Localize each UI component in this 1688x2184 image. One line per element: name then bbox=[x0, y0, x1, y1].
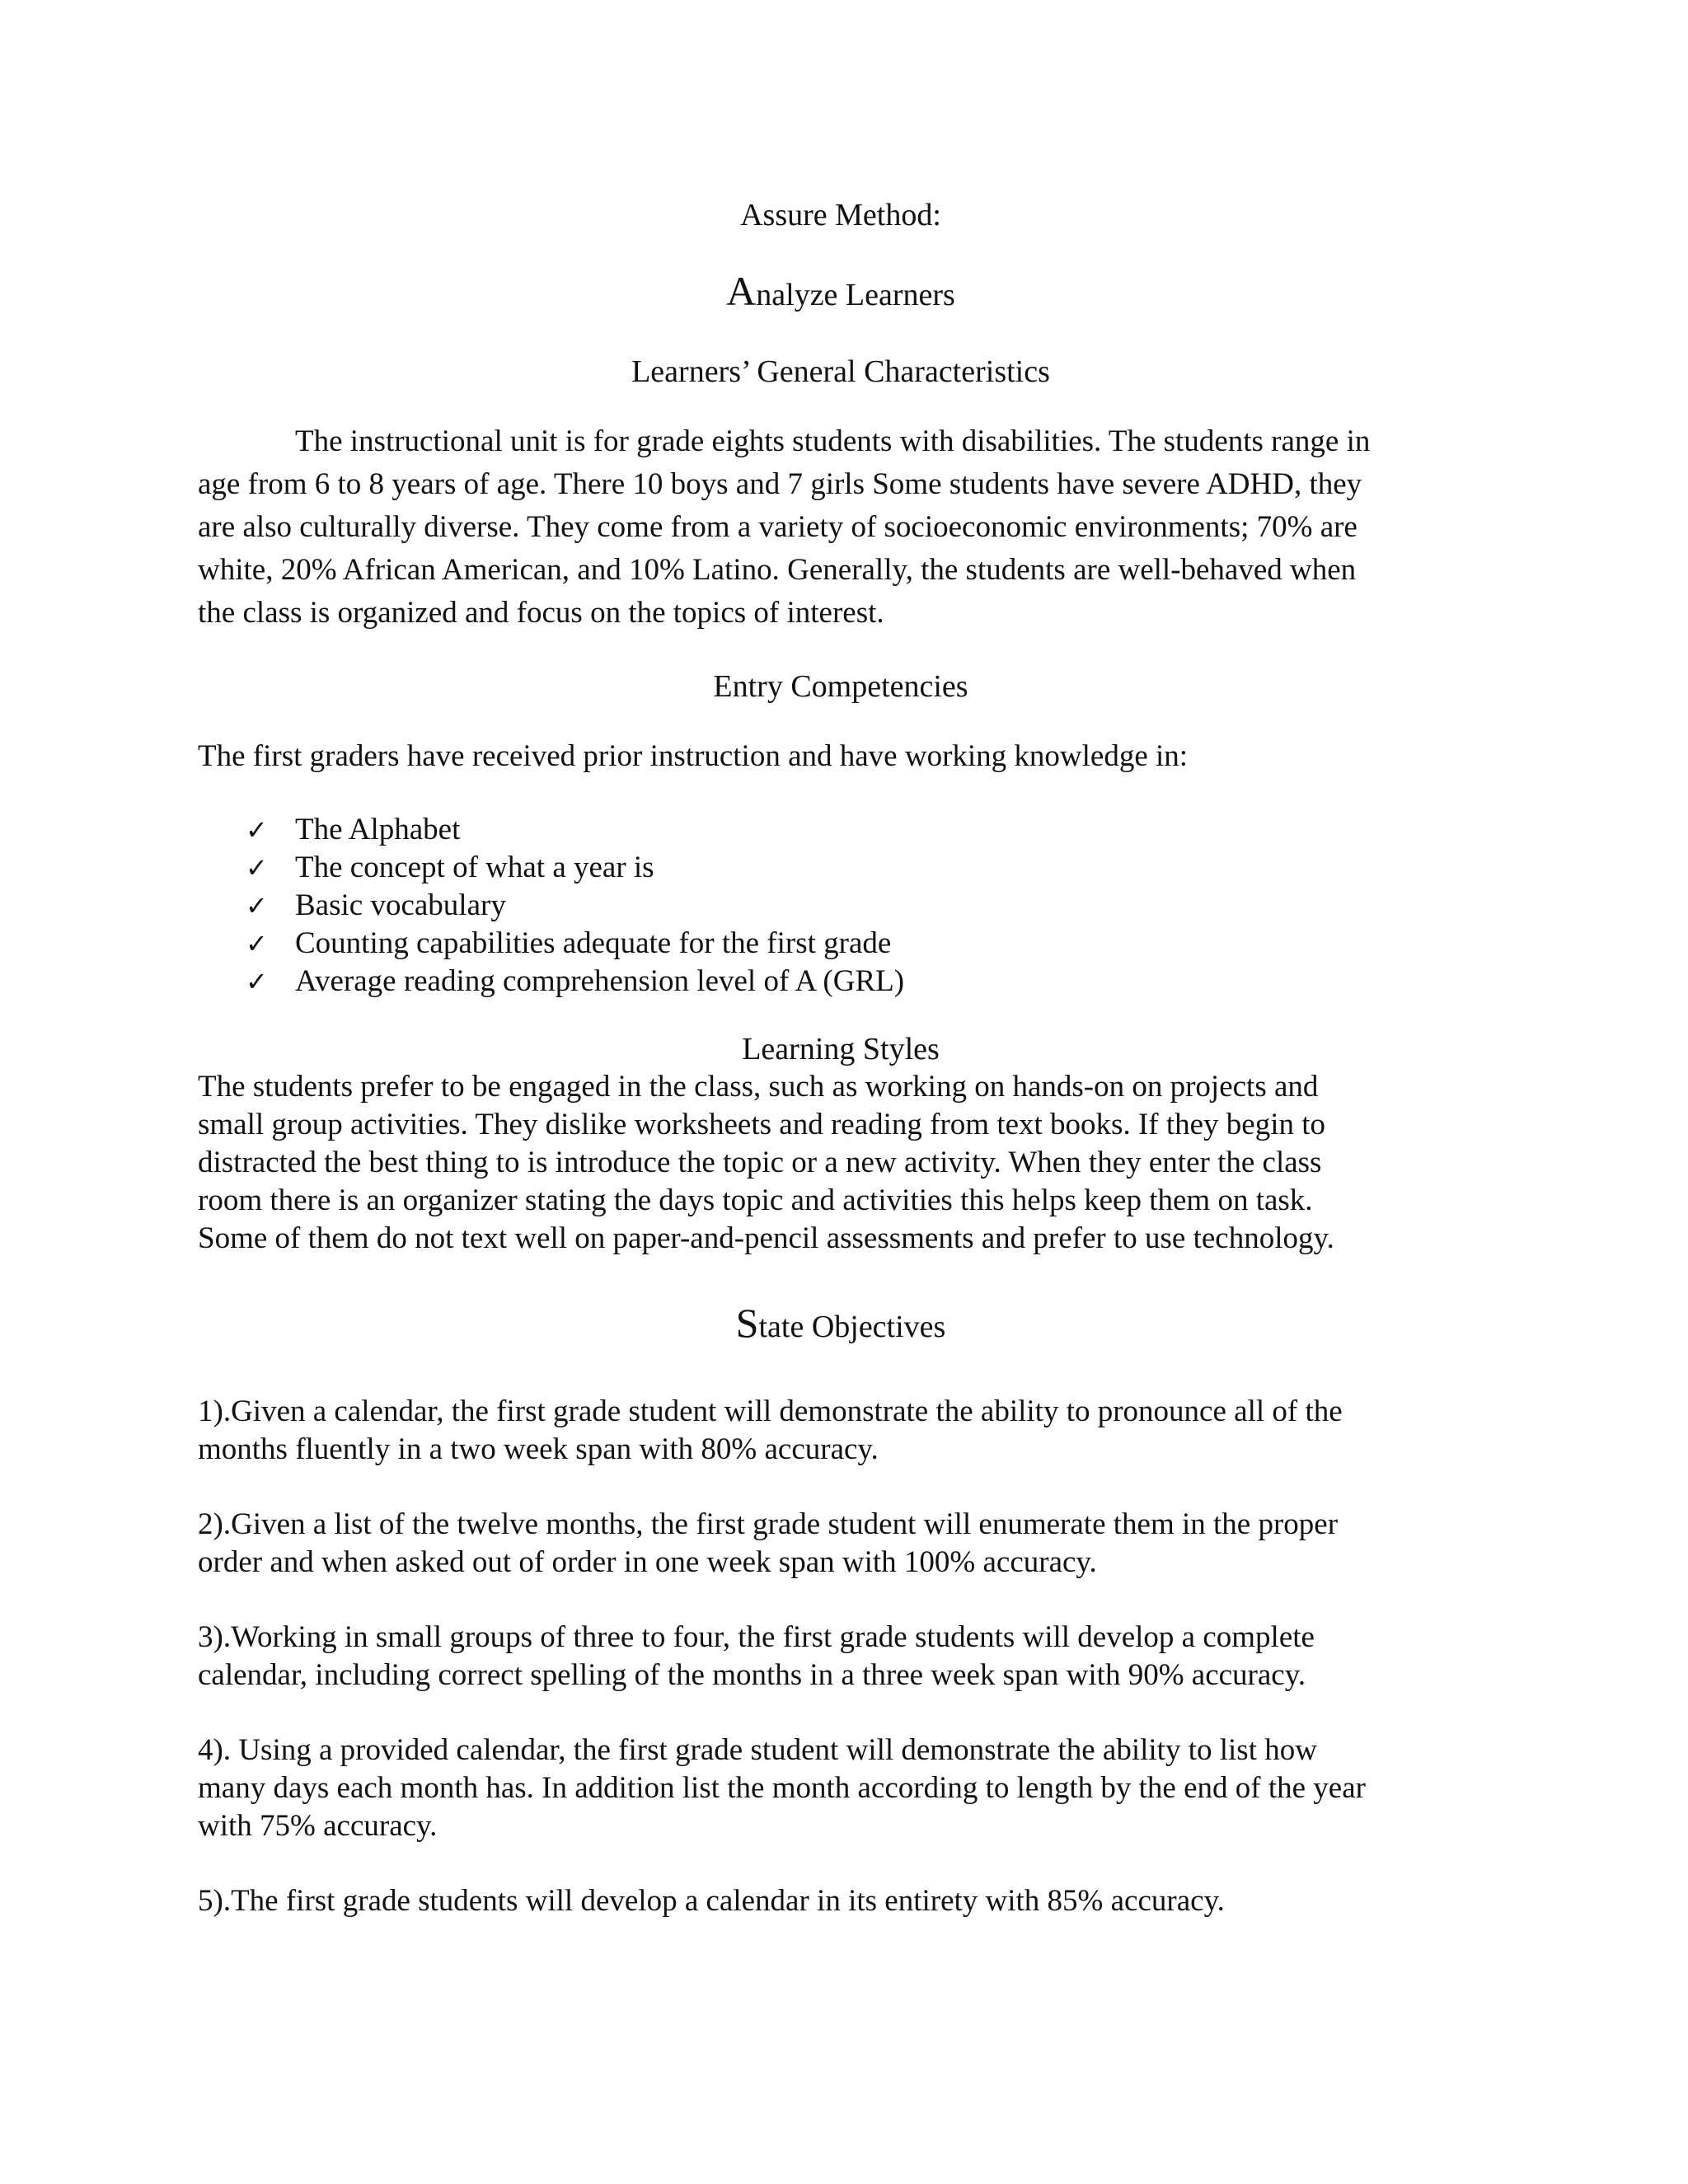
paragraph-line: The instructional unit is for grade eights students with disabilities. The students range in bbox=[295, 424, 1371, 458]
competency-list bbox=[246, 811, 904, 1001]
heading-initial: A bbox=[726, 268, 757, 314]
entry-intro-text: The first graders have received prior instruction and have working knowledge in: bbox=[198, 739, 1189, 773]
objective-line: many days each month has. In addition list the month according to length by the end of the year bbox=[198, 1771, 1366, 1805]
paragraph-line: age from 6 to 8 years of age. There 10 boys and 7 girls Some students have severe ADHD, they bbox=[198, 467, 1362, 501]
paragraph-line: are also culturally diverse. They come from a variety of socioeconomic environments; 70% are bbox=[198, 510, 1357, 544]
objective-line: 1).Given a calendar, the first grade student will demonstrate the ability to pronounce all of the bbox=[198, 1394, 1343, 1428]
state-objectives-heading bbox=[198, 1300, 1484, 1346]
checkmark-icon: ✓ bbox=[246, 966, 268, 997]
objective-4 bbox=[198, 1732, 1366, 1845]
objective-5 bbox=[198, 1882, 1225, 1920]
entry-intro bbox=[198, 735, 1188, 778]
checkmark-icon: ✓ bbox=[246, 814, 268, 846]
objective-line: 2).Given a list of the twelve months, the first grade student will enumerate them in the proper bbox=[198, 1507, 1339, 1541]
list-item bbox=[246, 811, 904, 849]
list-item-text: Basic vocabulary bbox=[295, 888, 506, 922]
paragraph-line: white, 20% African American, and 10% Latino. Generally, the students are well-behaved when bbox=[198, 553, 1357, 587]
list-item-text: The concept of what a year is bbox=[295, 851, 654, 884]
document-title: Assure Method: bbox=[740, 198, 941, 232]
paragraph-line: distracted the best thing to is introduce the topic or a new activity. When they enter the class bbox=[198, 1146, 1322, 1179]
objective-line: with 75% accuracy. bbox=[198, 1809, 438, 1843]
list-item-text: Counting capabilities adequate for the first grade bbox=[295, 926, 892, 960]
objective-line: 3).Working in small groups of three to four, the first grade students will develop a complete bbox=[198, 1620, 1315, 1654]
objective-line: order and when asked out of order in one week span with 100% accuracy. bbox=[198, 1545, 1097, 1579]
heading-initial: S bbox=[735, 1300, 759, 1346]
heading-rest: nalyze Learners bbox=[756, 278, 955, 312]
heading-rest: tate Objectives bbox=[758, 1310, 946, 1344]
learning-styles-paragraph bbox=[198, 1068, 1334, 1258]
paragraph-line: small group activities. They dislike worksheets and reading from text books. If they begin to bbox=[198, 1108, 1326, 1141]
objective-line: 4). Using a provided calendar, the first grade student will demonstrate the ability to list how bbox=[198, 1733, 1317, 1767]
checkmark-icon: ✓ bbox=[246, 928, 268, 959]
paragraph-line: The students prefer to be engaged in the class, such as working on hands-on on projects and bbox=[198, 1070, 1319, 1104]
paragraph-line: Some of them do not text well on paper-and-pencil assessments and prefer to use technology. bbox=[198, 1221, 1334, 1255]
learning-styles-heading: Learning Styles bbox=[742, 1032, 940, 1066]
entry-competencies-heading: Entry Competencies bbox=[713, 669, 968, 704]
objective-2 bbox=[198, 1506, 1338, 1582]
list-item-text: Average reading comprehension level of A (GRL) bbox=[295, 964, 905, 998]
checkmark-icon: ✓ bbox=[246, 852, 268, 883]
objective-line: calendar, including correct spelling of the months in a three week span with 90% accuracy. bbox=[198, 1658, 1306, 1692]
analyze-learners-heading bbox=[198, 268, 1484, 314]
paragraph-line: room there is an organizer stating the days topic and activities this helps keep them on task. bbox=[198, 1183, 1313, 1217]
list-item-text: The Alphabet bbox=[295, 813, 461, 846]
list-item bbox=[246, 963, 904, 1001]
checkmark-icon: ✓ bbox=[246, 890, 268, 921]
list-item bbox=[246, 887, 904, 925]
general-characteristics-paragraph bbox=[198, 420, 1370, 635]
list-item bbox=[246, 925, 904, 963]
objective-line: months fluently in a two week span with 80% accuracy. bbox=[198, 1432, 879, 1466]
objective-3 bbox=[198, 1619, 1315, 1694]
paragraph-line: the class is organized and focus on the topics of interest. bbox=[198, 596, 884, 630]
general-characteristics-heading: Learners’ General Characteristics bbox=[631, 354, 1050, 389]
objective-line: 5).The first grade students will develop a calendar in its entirety with 85% accuracy. bbox=[198, 1884, 1225, 1918]
objective-1 bbox=[198, 1393, 1343, 1469]
list-item bbox=[246, 849, 904, 887]
